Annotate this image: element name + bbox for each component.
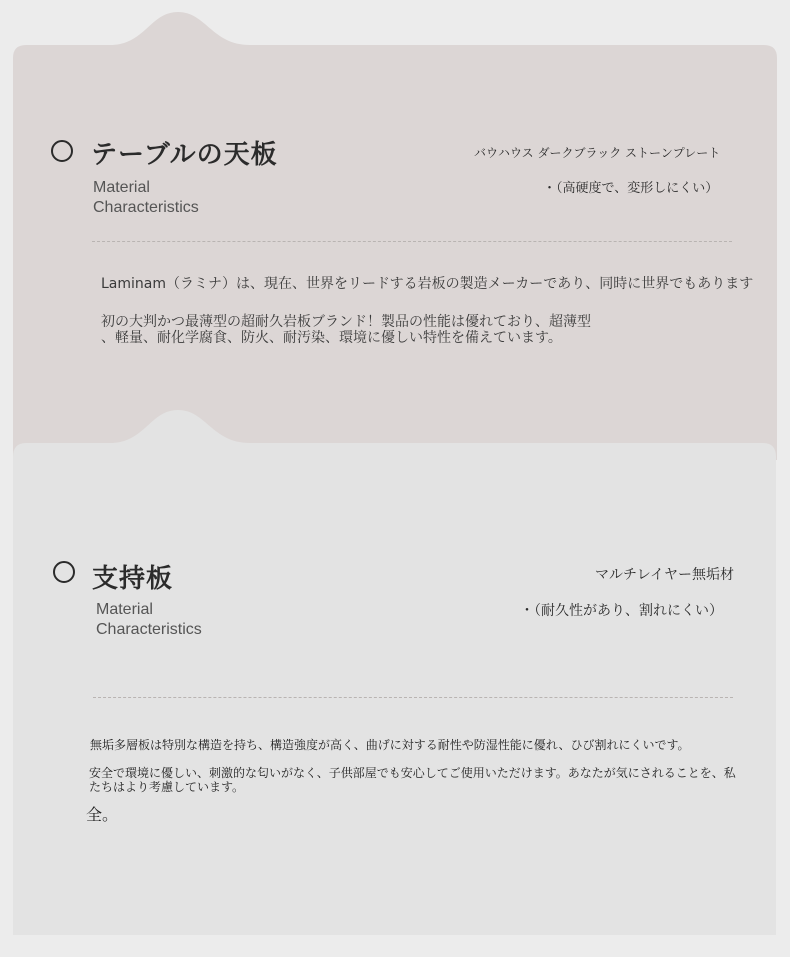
support-paragraph-line2: 安全で環境に優しい、刺激的な匂いがなく、子供部屋でも安心してご使用いただけます。あなたが気にされることを、私 <box>89 766 736 780</box>
tabletop-paragraph-line3: 、軽量、耐化学腐食、防火、耐汚染、環境に優しい特性を備えています。 <box>101 330 562 346</box>
tabletop-spec-note: ・（高硬度で、変形しにくい） <box>543 181 719 196</box>
support-paragraph-line1: 無垢多層板は特別な構造を持ち、構造強度が高く、曲げに対する耐性や防湿性能に優れ、ひび割れにくいです。 <box>90 738 690 752</box>
tabletop-subtitle-material: Material <box>93 179 150 196</box>
support-subtitle-material: Material <box>96 601 153 618</box>
support-spec-note: ・（耐久性があり、割れにくい） <box>520 603 723 619</box>
tabletop-subtitle-characteristics: Characteristics <box>93 199 199 216</box>
support-paragraph-line4: 全。 <box>86 805 119 824</box>
support-paragraph-line3: たちはより考慮しています。 <box>89 780 245 794</box>
support-title: 支持板 <box>92 564 174 594</box>
tabletop-title: テーブルの天板 <box>91 140 278 170</box>
circle-bullet-icon <box>53 561 75 583</box>
support-divider <box>93 697 733 698</box>
support-spec-name: マルチレイヤー無垢材 <box>595 567 735 583</box>
tabletop-paragraph-line1: Laminam（ラミナ）は、現在、世界をリードする岩板の製造メーカーであり、同時に世界でもあります <box>101 276 754 292</box>
support-subtitle-characteristics: Characteristics <box>96 621 202 638</box>
tabletop-spec-name: バウハウス ダークブラック ストーンプレート <box>474 146 721 160</box>
tabletop-paragraph-line2: 初の大判かつ最薄型の超耐久岩板ブランド！製品の性能は優れており、超薄型 <box>101 314 591 330</box>
